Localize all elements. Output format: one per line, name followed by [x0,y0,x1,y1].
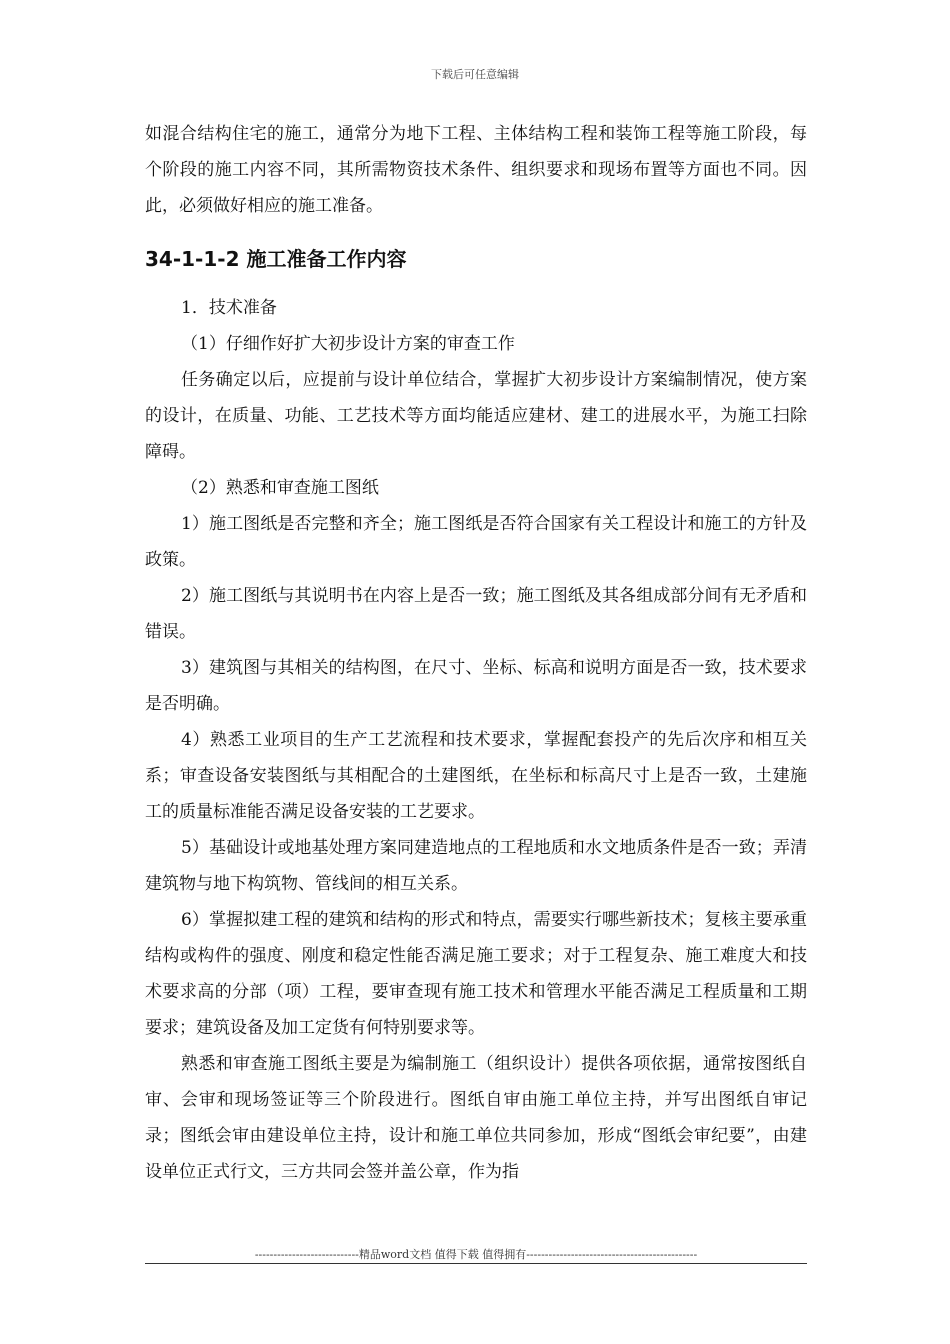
footer-divider [145,1263,807,1264]
subitem-design-review: （1）仔细作好扩大初步设计方案的审查工作 [181,334,515,354]
section-title: 34-1-1-2 施工准备工作内容 [145,247,407,271]
point-1: 1）施工图纸是否完整和齐全；施工图纸是否符合国家有关工程设计和施工的方针及政策。 [145,514,807,570]
point-2: 2）施工图纸与其说明书在内容上是否一致；施工图纸及其各组成部分间有无矛盾和错误。 [145,586,807,642]
point-4: 4）熟悉工业项目的生产工艺流程和技术要求，掌握配套投产的先后次序和相互关系；审查设备安装图纸与其相配合的土建图纸，在坐标和标高尺寸上是否一致，土建施工的质量标准能否满足设备安装的工艺要求。 [145,730,807,822]
intro-paragraph: 如混合结构住宅的施工，通常分为地下工程、主体结构工程和装饰工程等施工阶段，每个阶段的施工内容不同，其所需物资技术条件、组织要求和现场布置等方面也不同。因此，必须做好相应的施工准备。 [145,124,807,216]
page-footer: ----------------------------精品word文档 值得下载 值得拥有---------------------------------------------- [254,1248,698,1261]
point-5: 5）基础设计或地基处理方案同建造地点的工程地质和水文地质条件是否一致；弄清建筑物与地下构筑物、管线间的相互关系。 [145,838,807,894]
subitem-drawings-review: （2）熟悉和审查施工图纸 [181,478,379,498]
paragraph-drawings-process: 熟悉和审查施工图纸主要是为编制施工（组织设计）提供各项依据，通常按图纸自审、会审和现场签证等三个阶段进行。图纸自审由施工单位主持，并写出图纸自审记录；图纸会审由建设单位主持，设计和施工单位共同参加，形成“图纸会审纪要”，由建设单位正式行文，三方共同会签并盖公章，作为指 [145,1054,807,1182]
page-header: 下载后可任意编辑 [431,68,519,81]
document-body [145,116,807,1190]
item-technical-prep: 1．技术准备 [181,298,277,318]
point-6: 6）掌握拟建工程的建筑和结构的形式和特点，需要实行哪些新技术；复核主要承重结构或构件的强度、刚度和稳定性能否满足施工要求；对于工程复杂、施工难度大和技术要求高的分部（项）工程，要审查现有施工技术和管理水平能否满足工程质量和工期要求；建筑设备及加工定货有何特别要求等。 [145,910,807,1038]
point-3: 3）建筑图与其相关的结构图，在尺寸、坐标、标高和说明方面是否一致，技术要求是否明确。 [145,658,807,714]
paragraph-design-review: 任务确定以后，应提前与设计单位结合，掌握扩大初步设计方案编制情况，使方案的设计，在质量、功能、工艺技术等方面均能适应建材、建工的进展水平，为施工扫除障碍。 [145,370,807,462]
